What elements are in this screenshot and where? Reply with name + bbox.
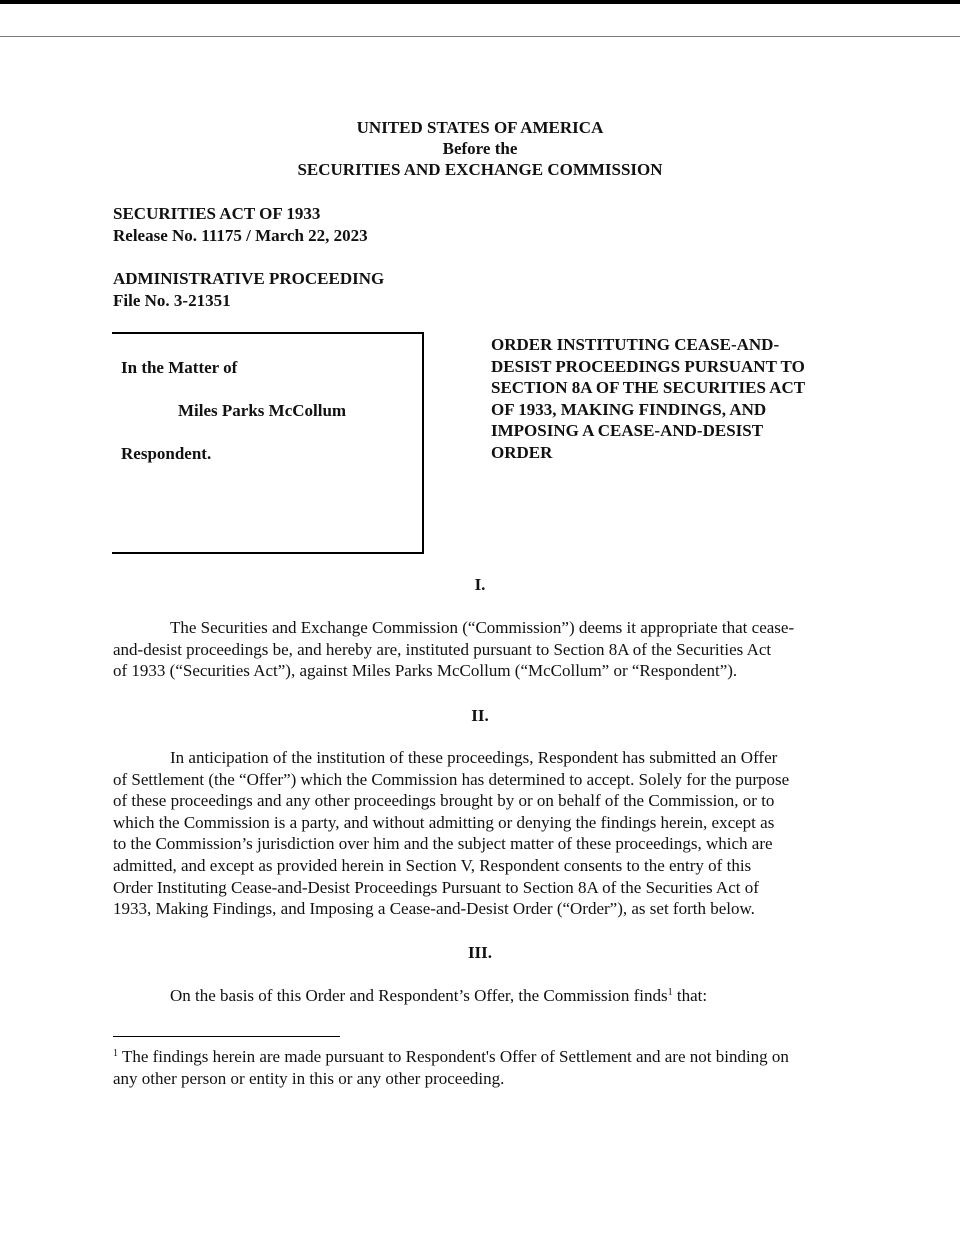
paragraph-line: which the Commission is a party, and without admitting or denying the findings herein, except as (113, 812, 775, 832)
section-iii-paragraph (113, 985, 707, 1007)
order-title (491, 334, 805, 464)
footnote-line: any other person or entity in this or any other proceeding. (113, 1069, 505, 1088)
paragraph-line: The Securities and Exchange Commission (“Commission”) deems it appropriate that cease- (170, 618, 795, 637)
header-agency: SECURITIES AND EXCHANGE COMMISSION (297, 160, 663, 179)
paragraph-line: of 1933 (“Securities Act”), against Miles Parks McCollum (“McCollum” or “Respondent”). (113, 661, 738, 681)
order-title-line: OF 1933, MAKING FINDINGS, AND (491, 399, 767, 419)
section-heading-iii: III. (467, 943, 493, 962)
order-title-line: IMPOSING A CEASE-AND-DESIST (491, 421, 764, 441)
footnote-divider (113, 1036, 340, 1037)
respondent-label: Respondent. (121, 444, 212, 463)
paragraph-line: and-desist proceedings be, and hereby are, instituted pursuant to Section 8A of the Securities Act (113, 639, 772, 659)
header-country: UNITED STATES OF AMERICA (356, 118, 604, 137)
section-iii-lead-text: On the basis of this Order and Respondent’s Offer, the Commission finds (170, 986, 668, 1005)
paragraph-line: 1933, Making Findings, and Imposing a Cease-and-Desist Order (“Order”), as set forth below. (113, 899, 755, 919)
file-number: File No. 3-21351 (113, 291, 231, 310)
order-title-line: ORDER INSTITUTING CEASE-AND- (491, 335, 780, 354)
section-heading-i: I. (474, 575, 486, 594)
paragraph-line: In anticipation of the institution of these proceedings, Respondent has submitted an Offer (170, 748, 778, 767)
footnote (113, 1046, 789, 1090)
release-number: Release No. 11175 / March 22, 2023 (113, 226, 368, 245)
section-heading-ii: II. (471, 706, 489, 725)
paragraph-line: to the Commission’s jurisdiction over him and the subject matter of these proceedings, which are (113, 834, 773, 854)
in-the-matter-of: In the Matter of (121, 358, 238, 377)
top-border-bar (0, 0, 960, 4)
section-iii-lead-end: that: (672, 986, 708, 1005)
paragraph-line: of Settlement (the “Offer”) which the Commission has determined to accept. Solely for the purpose (113, 769, 790, 789)
footnote-line (113, 1046, 789, 1068)
paragraph-line: Order Instituting Cease-and-Desist Proceedings Pursuant to Section 8A of the Securities Act of (113, 877, 759, 897)
paragraph-line: of these proceedings and any other proceedings brought by or on behalf of the Commission, or to (113, 791, 775, 811)
header-before: Before the (442, 139, 518, 158)
top-divider (0, 36, 960, 37)
order-title-line: ORDER (491, 442, 553, 462)
proceeding-type: ADMINISTRATIVE PROCEEDING (113, 269, 385, 288)
order-title-line: SECTION 8A OF THE SECURITIES ACT (491, 378, 806, 398)
section-ii-paragraph (113, 747, 789, 920)
paragraph-line: admitted, and except as provided herein in Section V, Respondent consents to the entry of this (113, 855, 752, 875)
footnote-mark: 1 (113, 1048, 118, 1059)
paragraph-line (113, 985, 707, 1007)
respondent-name: Miles Parks McCollum (178, 401, 347, 420)
section-i-paragraph (113, 617, 794, 682)
act-name: SECURITIES ACT OF 1933 (113, 204, 321, 223)
footnote-reference[interactable]: 1 (667, 987, 673, 998)
order-title-line: DESIST PROCEEDINGS PURSUANT TO (491, 356, 805, 376)
footnote-text: The findings herein are made pursuant to Respondent's Offer of Settlement and are not binding on (118, 1047, 789, 1066)
